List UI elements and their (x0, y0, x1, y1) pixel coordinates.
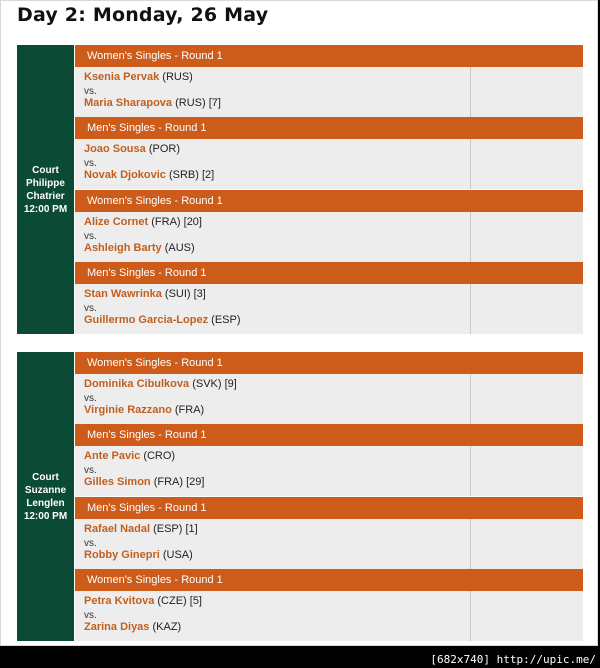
image-host-watermark: [682x740] http://upic.me/ (430, 653, 596, 666)
match-event-header: Men's Singles - Round 1 (75, 497, 583, 519)
match (75, 569, 583, 641)
player-name-link[interactable]: Virginie Razzano (84, 404, 172, 416)
player-1 (84, 378, 237, 390)
match-event-header: Men's Singles - Round 1 (75, 424, 583, 446)
player-name-link[interactable]: Joao Sousa (84, 143, 146, 155)
court-name-line: Court (32, 164, 59, 176)
versus-label: vs. (84, 158, 97, 169)
player-name-link[interactable]: Stan Wawrinka (84, 288, 162, 300)
match-body (75, 446, 583, 496)
versus-label: vs. (84, 231, 97, 242)
court-name-line: Chatrier (26, 190, 65, 202)
match (75, 190, 583, 262)
versus-label: vs. (84, 610, 97, 621)
court-block-suzanne-lenglen (17, 352, 583, 641)
player-name-link[interactable]: Robby Ginepri (84, 549, 160, 561)
court-label (17, 45, 74, 334)
match-body (75, 212, 583, 262)
player-info: (SUI) [3] (164, 288, 206, 300)
player-2 (84, 97, 221, 109)
player-name-link[interactable]: Zarina Diyas (84, 621, 150, 633)
day-title: Day 2: Monday, 26 May (17, 4, 269, 26)
match (75, 497, 583, 569)
player-info: (AUS) (164, 242, 195, 254)
player-1 (84, 523, 198, 535)
match-body (75, 591, 583, 641)
player-name-link[interactable]: Ksenia Pervak (84, 71, 160, 83)
match-body (75, 139, 583, 189)
match-event-header: Women's Singles - Round 1 (75, 352, 583, 374)
court-block-philippe-chatrier (17, 45, 583, 334)
player-1 (84, 143, 180, 155)
player-info: (CZE) [5] (157, 595, 202, 607)
player-name-link[interactable]: Petra Kvitova (84, 595, 155, 607)
court-name-line: Suzanne (24, 484, 67, 496)
match (75, 352, 583, 424)
player-2 (84, 314, 241, 326)
player-2 (84, 242, 195, 254)
player-info: (SVK) [9] (192, 378, 237, 390)
player-info: (FRA) (174, 404, 205, 416)
player-2 (84, 476, 204, 488)
versus-label: vs. (84, 86, 97, 97)
court-name-line: Lenglen (26, 497, 65, 509)
player-1 (84, 216, 202, 228)
court-name-line: Court (32, 471, 59, 483)
player-info: (CRO) (143, 450, 176, 462)
player-1 (84, 595, 202, 607)
player-info: (FRA) [20] (151, 216, 202, 228)
versus-label: vs. (84, 465, 97, 476)
match (75, 262, 583, 334)
match-event-header: Men's Singles - Round 1 (75, 117, 583, 139)
player-info: (ESP) [1] (153, 523, 198, 535)
player-name-link[interactable]: Alize Cornet (84, 216, 149, 228)
versus-label: vs. (84, 303, 97, 314)
match-event-header: Women's Singles - Round 1 (75, 569, 583, 591)
player-1 (84, 450, 175, 462)
match-body (75, 67, 583, 117)
player-info: (ESP) (211, 314, 241, 326)
player-info: (KAZ) (152, 621, 182, 633)
court-name-line: Philippe (26, 177, 65, 189)
player-2 (84, 169, 214, 181)
player-name-link[interactable]: Gilles Simon (84, 476, 151, 488)
player-name-link[interactable]: Rafael Nadal (84, 523, 151, 535)
match-body (75, 519, 583, 569)
match (75, 45, 583, 117)
player-1 (84, 71, 193, 83)
player-name-link[interactable]: Novak Djokovic (84, 169, 166, 181)
versus-label: vs. (84, 538, 97, 549)
match (75, 117, 583, 189)
player-name-link[interactable]: Ante Pavic (84, 450, 141, 462)
player-info: (POR) (148, 143, 180, 155)
player-2 (84, 404, 204, 416)
player-1 (84, 288, 206, 300)
court-label (17, 352, 74, 641)
match-event-header: Women's Singles - Round 1 (75, 45, 583, 67)
player-name-link[interactable]: Dominika Cibulkova (84, 378, 190, 390)
match-body (75, 374, 583, 424)
player-2 (84, 549, 193, 561)
player-info: (RUS) [7] (175, 97, 221, 109)
court-time: 12:00 PM (23, 510, 68, 522)
player-info: (FRA) [29] (153, 476, 205, 488)
match-body (75, 284, 583, 334)
match-event-header: Men's Singles - Round 1 (75, 262, 583, 284)
player-name-link[interactable]: Maria Sharapova (84, 97, 173, 109)
match-event-header: Women's Singles - Round 1 (75, 190, 583, 212)
player-info: (USA) (162, 549, 193, 561)
player-2 (84, 621, 181, 633)
player-name-link[interactable]: Guillermo Garcia-Lopez (84, 314, 209, 326)
player-info: (SRB) [2] (168, 169, 215, 181)
match (75, 424, 583, 496)
player-name-link[interactable]: Ashleigh Barty (84, 242, 162, 254)
court-time: 12:00 PM (23, 203, 68, 215)
versus-label: vs. (84, 393, 97, 404)
player-info: (RUS) (162, 71, 193, 83)
